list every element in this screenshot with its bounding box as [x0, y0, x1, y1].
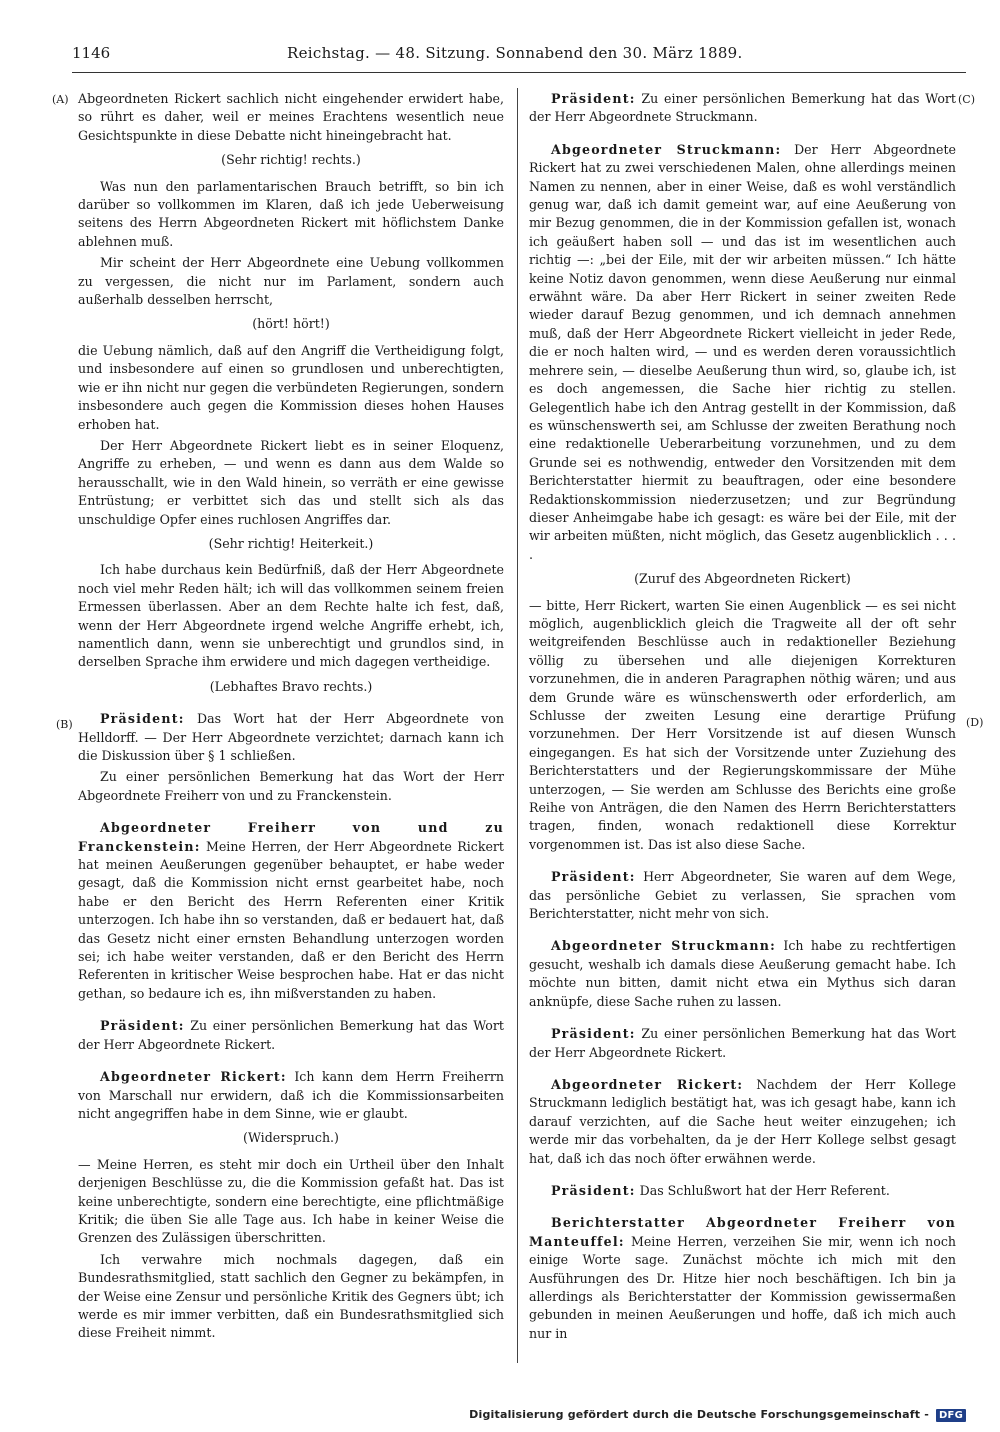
left-column — [78, 90, 504, 1346]
speech-paragraph — [529, 90, 956, 127]
credit-text: Digitalisierung gefördert durch die Deutsche Forschungsgemeinschaft - — [469, 1408, 930, 1421]
right-column — [529, 90, 956, 1346]
speech-paragraph — [529, 1182, 956, 1200]
speech-text: Das Wort hat der Herr Abgeordnete von Helldorff. — Der Herr Abgeordnete verzichtet; darnach kann ich die Diskussion über § 1 schließen. — [78, 711, 504, 763]
margin-marker-a: (A) — [52, 93, 69, 106]
margin-marker-b: (B) — [56, 718, 73, 731]
speaker-name: Abgeordneter Rickert: — [551, 1076, 744, 1092]
interjection: (Widerspruch.) — [243, 1130, 339, 1146]
paragraph: Abgeordneten Rickert sachlich nicht eingehender erwidert habe, so rührt es daher, weil er meines Erachtens wesentlich neue Gesichtspunkte in diese Debatte nicht hineingebracht hat. — [78, 91, 504, 143]
speaker-name: Abgeordneter Struckmann: — [551, 938, 776, 954]
speaker-name: Präsident: — [551, 869, 636, 885]
speech-text: Zu einer persönlichen Bemerkung hat das Wort der Herr Abgeordnete Struckmann. — [529, 91, 956, 125]
dfg-logo: DFG — [936, 1409, 966, 1422]
speech-text: Ich habe zu rechtfertigen gesucht, weshalb ich damals diese Aeußerung gemacht habe. Ich möchte nun bitten, damit nicht etwa ein Mythus sich daran anknüpfe, diese Sache ruhen zu lassen. — [529, 938, 956, 1009]
speech-paragraph — [529, 937, 956, 1011]
paragraph: Ich verwahre mich nochmals dagegen, daß ein Bundesrathsmitglied, statt sachlich den Gegner zu bekämpfen, in der Weise eine Zensur und persönliche Kritik des Gegners übt; ich werde es mir immer verbitten, daß ein Bundesrathsmitglied sich diese Freiheit nimmt. — [78, 1251, 504, 1341]
interjection: (Zuruf des Abgeordneten Rickert) — [634, 571, 851, 587]
speech-paragraph — [78, 1017, 504, 1054]
paragraph: — Meine Herren, es steht mir doch ein Urtheil über den Inhalt derjenigen Beschlüsse zu, die die Kommission gefaßt hat. Das ist keine unberechtigte, sondern eine berechtigte, eine pflichtmäßige Kritik; die üben Sie alle Tage aus. Ich habe in keiner Weise die Grenzen des Zulässigen überschritten. — [78, 1156, 504, 1246]
interjection: (Lebhaftes Bravo rechts.) — [209, 678, 373, 694]
column-divider — [517, 88, 518, 1363]
speech-text: Herr Abgeordneter, Sie waren auf dem Wege, das persönliche Gebiet zu verlassen, Sie sprachen vom Berichterstatter, nicht mehr von sich. — [529, 869, 956, 922]
speech-paragraph — [529, 1076, 956, 1168]
speaker-name: Abgeordneter Struckmann: — [551, 141, 782, 157]
speech-text: Zu einer persönlichen Bemerkung hat das Wort der Herr Abgeordnete Rickert. — [78, 1018, 504, 1052]
paragraph: die Uebung nämlich, daß auf den Angriff die Vertheidigung folgt, und insbesondere auf einen so grundlosen und unberechtigten, wie er ihn nicht nur gegen die verbündeten Regierungen, sondern insbesondere auch gegen die Kommission dieses hohen Hauses erhoben hat. — [78, 342, 504, 432]
running-title: Reichstag. — 48. Sitzung. Sonnabend den 30. März 1889. — [287, 44, 743, 62]
speech-text: Nachdem der Herr Kollege Struckmann lediglich bestätigt hat, was ich gesagt habe, kann ich darauf verzichten, auf die Sache heut weiter einzugehen; ich werde mir das vorbehalten, da je der Herr Kollege selbst gesagt hat, daß ich das noch öfter erwähnen werde. — [529, 1076, 956, 1166]
speech-text: Meine Herren, der Herr Abgeordnete Rickert hat meinen Aeußerungen gegenüber behauptet, er habe weder gesagt, daß die Kommission nicht ernst gearbeitet habe, noch habe er den Bericht des Herrn Referenten einer Kritik unterzogen. Ich habe ihn so verstanden, daß er bedauert hat, daß das Gesetz nicht einer ernsten Behandlung unterzogen worden sei; ich habe weiter verstanden, daß er den Bericht des Herrn Referenten in kritischer Weise besprochen habe. Hat er das nicht gethan, so bedaure ich es, ihn mißverstanden zu haben. — [78, 838, 504, 1001]
digitization-credit — [469, 1408, 966, 1422]
margin-marker-c: (C) — [958, 93, 975, 106]
speech-paragraph — [529, 868, 956, 923]
speech-text: Das Schlußwort hat der Herr Referent. — [639, 1182, 890, 1198]
speaker-name: Präsident: — [551, 1182, 636, 1198]
paragraph: Zu einer persönlichen Bemerkung hat das Wort der Herr Abgeordnete Freiherr von und zu Franckenstein. — [78, 769, 504, 803]
header-rule — [72, 72, 966, 73]
speaker-name: Präsident: — [551, 91, 636, 106]
speech-paragraph — [529, 1214, 956, 1343]
speaker-name: Abgeordneter Rickert: — [100, 1069, 287, 1085]
speaker-name: Präsident: — [100, 1018, 185, 1034]
paragraph: Was nun den parlamentarischen Brauch betrifft, so bin ich darüber so vollkommen im Klaren, daß ich jede Ueberweisung seitens des Herrn Abgeordneten Rickert mit höflichstem Danke ablehnen muß. — [78, 178, 504, 249]
interjection: (hört! hört!) — [252, 316, 330, 332]
margin-marker-d: (D) — [966, 716, 984, 729]
paragraph: — bitte, Herr Rickert, warten Sie einen Augenblick — es sei nicht möglich, augenblicklich gleich die Tragweite all der oft sehr weitgreifenden Beschlüsse auch in redaktioneller Beziehung völlig zu übersehen und alle diejenigen Korrekturen vorzunehmen, die in anderen Paragraphen nöthig wären; und aus dem Grunde wäre es wünschenswerth oder erforderlich, am Schlusse der zweiten Lesung eine derartige Prüfung vorzunehmen. Der Herr Vorsitzende ist auf diesen Wunsch eingegangen. Es hat sich der Vorsitzende unter Zuziehung des Berichterstatters und der Regierungskommissare der Mühe unterzogen, — Sie werden am Schlusse des Berichts eine große Reihe von Anträgen, die den Namen des Herrn Berichterstatters tragen, finden, wonach redaktionell diese Korrektur vorgenommen ist. Das ist also diese Sache. — [529, 597, 956, 852]
speech-paragraph — [529, 141, 956, 564]
speech-paragraph — [78, 1068, 504, 1123]
speech-text: Zu einer persönlichen Bemerkung hat das Wort der Herr Abgeordnete Rickert. — [529, 1026, 956, 1060]
speech-text: Meine Herren, verzeihen Sie mir, wenn ich noch einige Worte sage. Zunächst möchte ich mich mit den Ausführungen des Dr. Hitze hier noch beschäftigen. Ich bin ja allerdings als Berichterstatter der Kommission gewissermaßen gebunden in meinen Aeußerungen und hoffe, daß ich mich auch nur in — [529, 1233, 956, 1341]
page-header — [72, 44, 962, 70]
speech-text: Ich kann dem Herrn Freiherrn von Marschall nur erwidern, daß ich die Kommissionsarbeiten nicht angegriffen habe in dem Sinne, wie er glaubt. — [78, 1069, 504, 1121]
paragraph: Mir scheint der Herr Abgeordnete eine Uebung vollkommen zu vergessen, die nicht nur im Parlament, sondern auch außerhalb desselben herrscht, — [78, 255, 504, 308]
speech-paragraph — [78, 710, 504, 765]
interjection: (Sehr richtig! rechts.) — [221, 152, 361, 168]
speaker-name: Präsident: — [100, 711, 185, 727]
speech-paragraph — [78, 819, 504, 1003]
interjection: (Sehr richtig! Heiterkeit.) — [208, 535, 374, 551]
speaker-name: Präsident: — [551, 1026, 636, 1042]
speaker-name: Berichterstatter Abgeordneter Freiherr von Manteuffel: — [529, 1215, 956, 1249]
speech-text: Der Herr Abgeordnete Rickert hat zu zwei verschiedenen Malen, ohne allerdings meinen Namen zu nennen, aber in einer Weise, daß es wohl verständlich genug war, daß ich damit gemeint war, auf eine Aeußerung von mir Bezug genommen, die in der Kommission gefallen ist, wonach ich geäußert haben soll — und das ist im wesentlichen auch richtig —: „bei der Eile, mit der wir arbeiten müssen.“ Ich hätte keine Notiz davon genommen, wenn diese Aeußerung nur einmal erwähnt wäre. Da aber Herr Rickert in seiner zweiten Rede wieder darauf Bezug genommen, und ich demnach annehmen muß, daß der Herr Abgeordnete Rickert vielleicht in jeder Rede, die er noch halten wird, — und es werden deren voraussichtlich mehrere sein, — dieselbe Aeußerung thun wird, so, glaube ich, ist es doch angemessen, die Sache hier richtig zu stellen. Gelegentlich habe ich den Antrag gestellt in der Kommission, daß es wünschenswerth sei, am Schlusse der zweiten Berathung noch eine redaktionelle Ueberarbeitung vorzunehmen, und zu dem Grunde sei es nothwendig, entweder den Vorsitzenden mit dem Berichterstatter hiermit zu beauftragen, oder eine besondere Redaktionskommission niederzusetzen; und zur Begründung dieser Anheimgabe habe ich gesagt: es wäre bei der Eile, mit der wir arbeiten müßten, nicht möglich, das Gesetz augenblicklich . . . . — [529, 141, 956, 562]
speech-paragraph — [529, 1025, 956, 1062]
speaker-name: Abgeordneter Freiherr von und zu Franckenstein: — [78, 820, 504, 854]
page-number: 1146 — [72, 44, 111, 62]
paragraph: Der Herr Abgeordnete Rickert liebt es in seiner Eloquenz, Angriffe zu erheben, — und wenn es dann aus dem Walde so herausschallt, wie in den Wald hinein, so verräth er eine gewisse Entrüstung; er verbittet sich das und stellt sich als das unschuldige Opfer eines ruchlosen Angriffes dar. — [78, 437, 504, 527]
paragraph: Ich habe durchaus kein Bedürfniß, daß der Herr Abgeordnete noch viel mehr Reden hält; ich will das vollkommen seinem freien Ermessen überlassen. Aber an dem Rechte halte ich fest, daß, wenn der Herr Abgeordnete irgend welche Angriffe erhebt, ich, namentlich dann, wenn sie unberechtigt und grundlos sind, in derselben Sprache ihm erwidere und mich dagegen vertheidige. — [78, 562, 504, 670]
